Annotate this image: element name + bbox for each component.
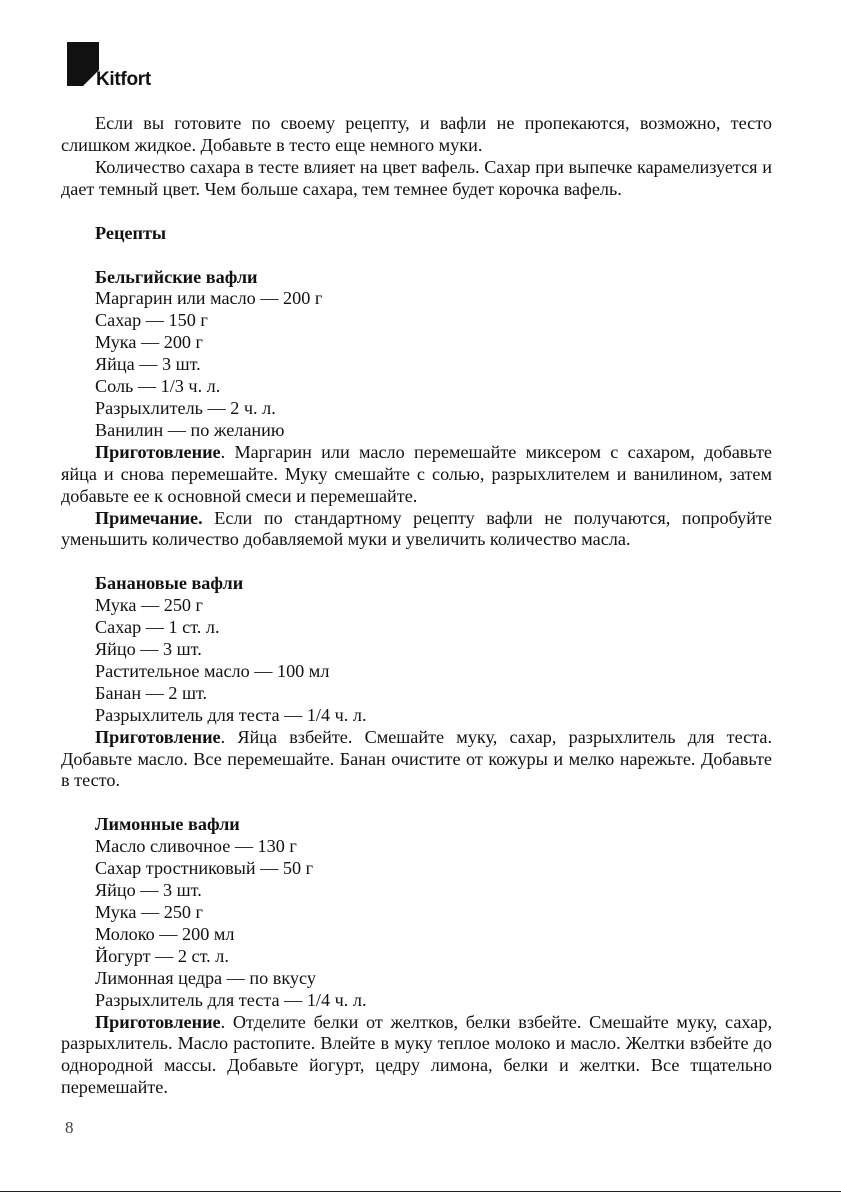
ingredient-line: Разрыхлитель для теста — 1/4 ч. л.	[95, 704, 367, 725]
intro-paragraph: Количество сахара в тесте влияет на цвет вафель. Сахар при выпечке карамелизуется и дает темный цвет. Чем больше сахара, тем темнее будет корочка вафель.	[61, 156, 772, 199]
ingredient-line: Яйцо — 3 шт.	[95, 639, 202, 660]
section-title: Рецепты	[95, 222, 167, 243]
preparation-label: Приготовление	[95, 726, 221, 747]
ingredient-line: Маргарин или масло — 200 г	[95, 288, 323, 309]
note-text: Если по стандартному рецепту вафли не получаются, попробуйте уменьшить количество добавляемой муки и увеличить количество масла.	[61, 507, 772, 550]
page-bottom-rule	[0, 1191, 841, 1192]
kitfort-logo-icon	[65, 42, 99, 88]
ingredient-line: Мука — 250 г	[95, 595, 204, 616]
preparation-label: Приготовление	[95, 1011, 221, 1032]
note-label: Примечание.	[95, 507, 203, 528]
preparation-text: . Маргарин или масло перемешайте миксером с сахаром, добавьте яйца и снова перемешайте. Муку смешайте с солью, разрыхлителем и ванилином, затем добавьте ее к основной смеси и перемешайте.	[61, 441, 772, 506]
page-number: 8	[65, 1118, 74, 1137]
recipe-title: Бельгийские вафли	[95, 266, 258, 287]
ingredient-line: Яйца — 3 шт.	[95, 354, 201, 375]
ingredient-line: Сахар тростниковый — 50 г	[95, 858, 314, 879]
note-paragraph	[61, 508, 772, 552]
ingredient-line: Лимонная цедра — по вкусу	[95, 967, 316, 988]
brand-logo	[65, 42, 185, 92]
ingredient-line: Разрыхлитель — 2 ч. л.	[95, 397, 276, 418]
ingredient-line: Банан — 2 шт.	[95, 682, 208, 703]
page-content	[61, 113, 772, 1099]
preparation-paragraph	[61, 442, 772, 508]
preparation-text: . Отделите белки от желтков, белки взбейте. Смешайте муку, сахар, разрыхлитель. Масло растопите. Влейте в муку теплое молоко и масло. Желтки взбейте до однородной массы. Добавьте йогурт, цедру лимона, белки и желтки. Все тщательно перемешайте.	[61, 1011, 772, 1098]
ingredient-line: Мука — 250 г	[95, 902, 204, 922]
ingredient-line: Молоко — 200 мл	[95, 923, 235, 944]
ingredient-line: Сахар — 1 ст. л.	[95, 617, 220, 638]
ingredient-line: Масло сливочное — 130 г	[95, 836, 297, 857]
ingredient-line: Сахар — 150 г	[95, 310, 208, 331]
ingredient-line: Разрыхлитель для теста — 1/4 ч. л.	[95, 989, 367, 1010]
ingredient-line: Яйцо — 3 шт.	[95, 880, 202, 901]
preparation-paragraph	[61, 727, 772, 793]
ingredient-line: Ванилин — по желанию	[95, 419, 285, 440]
intro-paragraph: Если вы готовите по своему рецепту, и вафли не пропекаются, возможно, тесто слишком жидкое. Добавьте в тесто еще немного муки.	[61, 113, 772, 155]
preparation-label: Приготовление	[95, 441, 221, 462]
preparation-text: . Яйца взбейте. Смешайте муку, сахар, разрыхлитель для теста. Добавьте масло. Все перемешайте. Банан очистите от кожуры и мелко нарежьте. Добавьте в тесто.	[61, 726, 772, 791]
ingredient-line: Растительное масло — 100 мл	[95, 660, 330, 681]
recipe-title: Лимонные вафли	[95, 814, 240, 835]
ingredient-line: Йогурт — 2 ст. л.	[95, 945, 229, 966]
brand-name: Kitfort	[96, 69, 151, 90]
ingredient-line: Соль — 1/3 ч. л.	[95, 376, 221, 397]
ingredient-line: Мука — 200 г	[95, 332, 204, 353]
preparation-paragraph	[61, 1012, 772, 1100]
recipe-title: Банановые вафли	[95, 573, 244, 594]
